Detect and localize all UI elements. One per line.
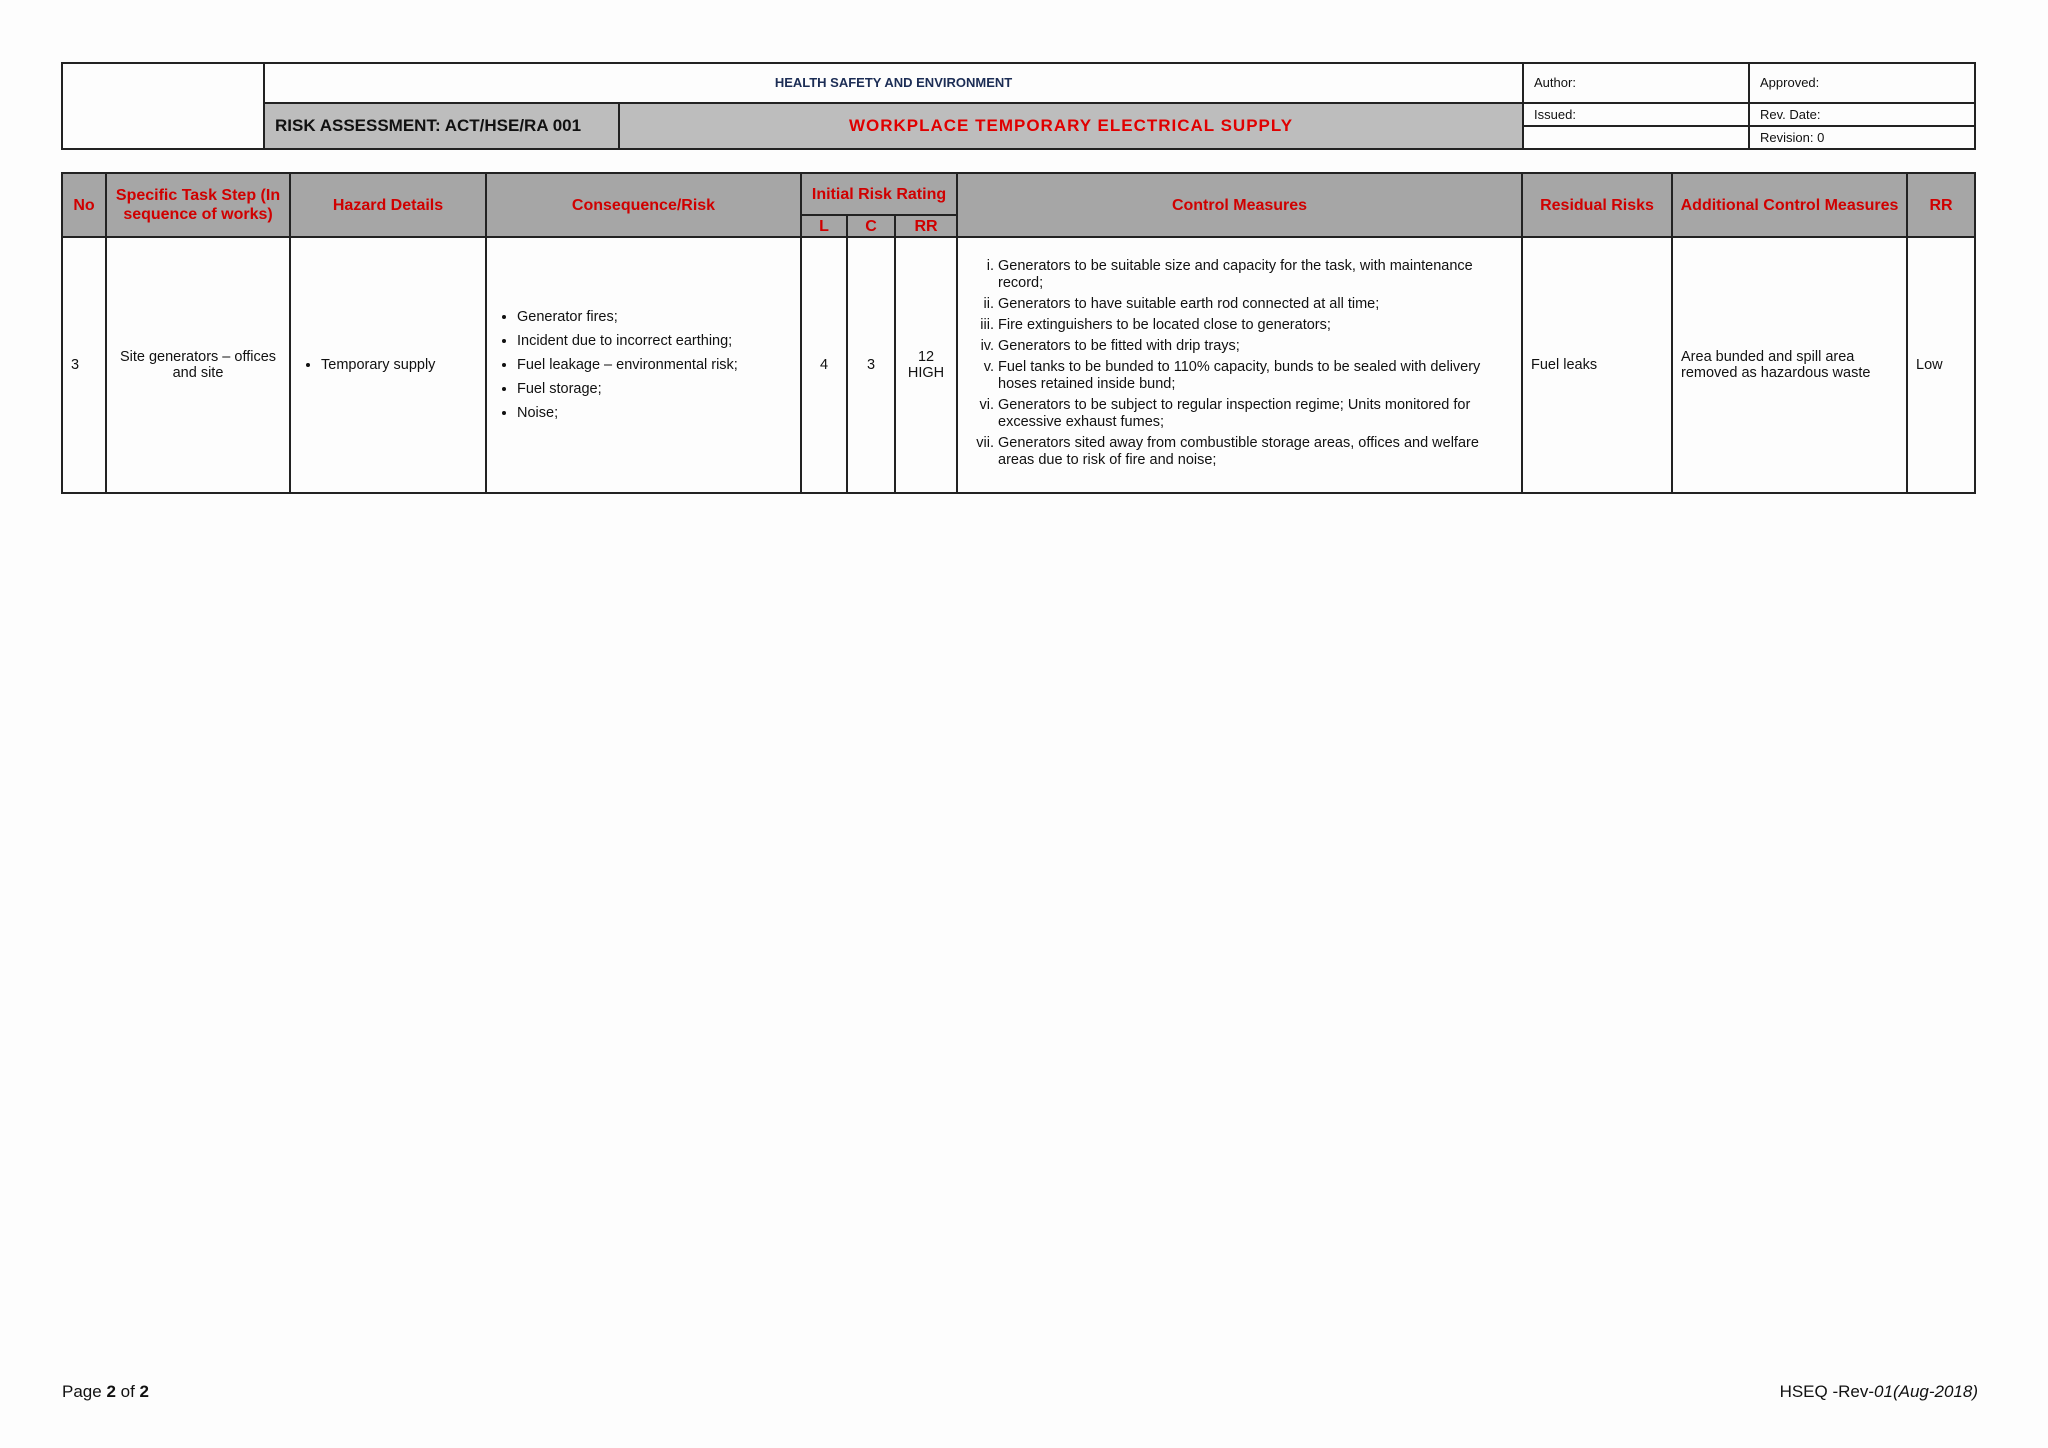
rev-date-field: Rev. Date: — [1749, 103, 1975, 126]
approved-field: Approved: — [1749, 63, 1975, 103]
cell-additional-controls: Area bunded and spill area removed as hazardous waste — [1672, 237, 1907, 493]
logo-area — [62, 63, 264, 149]
hazard-item: • Temporary supply — [321, 357, 477, 373]
cell-residual-risks: Fuel leaks — [1522, 237, 1672, 493]
document-header — [61, 62, 1976, 150]
cell-hazard — [290, 237, 486, 493]
col-header-consequence: Consequence/Risk — [486, 173, 801, 237]
document-code: HSEQ -Rev-01(Aug-2018) — [1779, 1382, 1978, 1401]
col-header-c: C — [847, 215, 895, 237]
col-header-additional: Additional Control Measures — [1672, 173, 1907, 237]
col-header-rr-final: RR — [1907, 173, 1975, 237]
col-header-task: Specific Task Step (In sequence of works) — [106, 173, 290, 237]
risk-assessment-ref: RISK ASSESSMENT: ACT/HSE/RA 001 — [264, 103, 619, 149]
col-header-rr: RR — [895, 215, 957, 237]
issued-field: Issued: — [1523, 103, 1749, 126]
control-item: vi. Generators to be subject to regular inspection regime; Units monitored for excessive exhaust fumes; — [998, 397, 1515, 431]
author-field: Author: — [1523, 63, 1749, 103]
control-item: vii. Generators sited away from combustible storage areas, offices and welfare areas due to risk of fire and noise; — [998, 435, 1515, 469]
cell-likelihood: 4 — [801, 237, 847, 493]
col-header-l: L — [801, 215, 847, 237]
control-item: ii. Generators to have suitable earth rod connected at all time; — [998, 296, 1515, 313]
document-title: WORKPLACE TEMPORARY ELECTRICAL SUPPLY — [619, 103, 1523, 149]
col-header-no: No — [62, 173, 106, 237]
table-row — [62, 237, 1975, 493]
control-item: iv. Generators to be fitted with drip trays; — [998, 338, 1515, 355]
cell-consequence — [486, 237, 801, 493]
control-item: iii. Fire extinguishers to be located close to generators; — [998, 317, 1515, 334]
consequence-item: • Incident due to incorrect earthing; — [517, 333, 792, 349]
risk-rating-value: 12 — [917, 349, 935, 365]
col-header-control: Control Measures — [957, 173, 1522, 237]
cell-consequence-score: 3 — [847, 237, 895, 493]
cell-rr-final: Low — [1907, 237, 1975, 493]
col-header-initial-risk: Initial Risk Rating — [801, 173, 957, 215]
page-number: Page 2 of 2 — [62, 1382, 149, 1401]
cell-task: Site generators – offices and site — [106, 237, 290, 493]
consequence-item: • Fuel leakage – environmental risk; — [517, 357, 792, 373]
control-item: v. Fuel tanks to be bunded to 110% capacity, bunds to be sealed with delivery hoses retained inside bund; — [998, 359, 1515, 393]
risk-rating-level: HIGH — [907, 365, 945, 381]
consequence-item: • Noise; — [517, 405, 792, 421]
consequence-item: • Generator fires; — [517, 309, 792, 325]
col-header-residual: Residual Risks — [1522, 173, 1672, 237]
control-item: i. Generators to be suitable size and capacity for the task, with maintenance record; — [998, 258, 1515, 292]
cell-control-measures — [957, 237, 1522, 493]
cell-risk-rating — [895, 237, 957, 493]
col-header-hazard: Hazard Details — [290, 173, 486, 237]
hse-title: HEALTH SAFETY AND ENVIRONMENT — [264, 63, 1523, 103]
risk-assessment-table — [61, 172, 1976, 494]
issued-value — [1523, 126, 1749, 149]
revision-field: Revision: 0 — [1749, 126, 1975, 149]
consequence-item: • Fuel storage; — [517, 381, 792, 397]
cell-no: 3 — [62, 237, 106, 493]
